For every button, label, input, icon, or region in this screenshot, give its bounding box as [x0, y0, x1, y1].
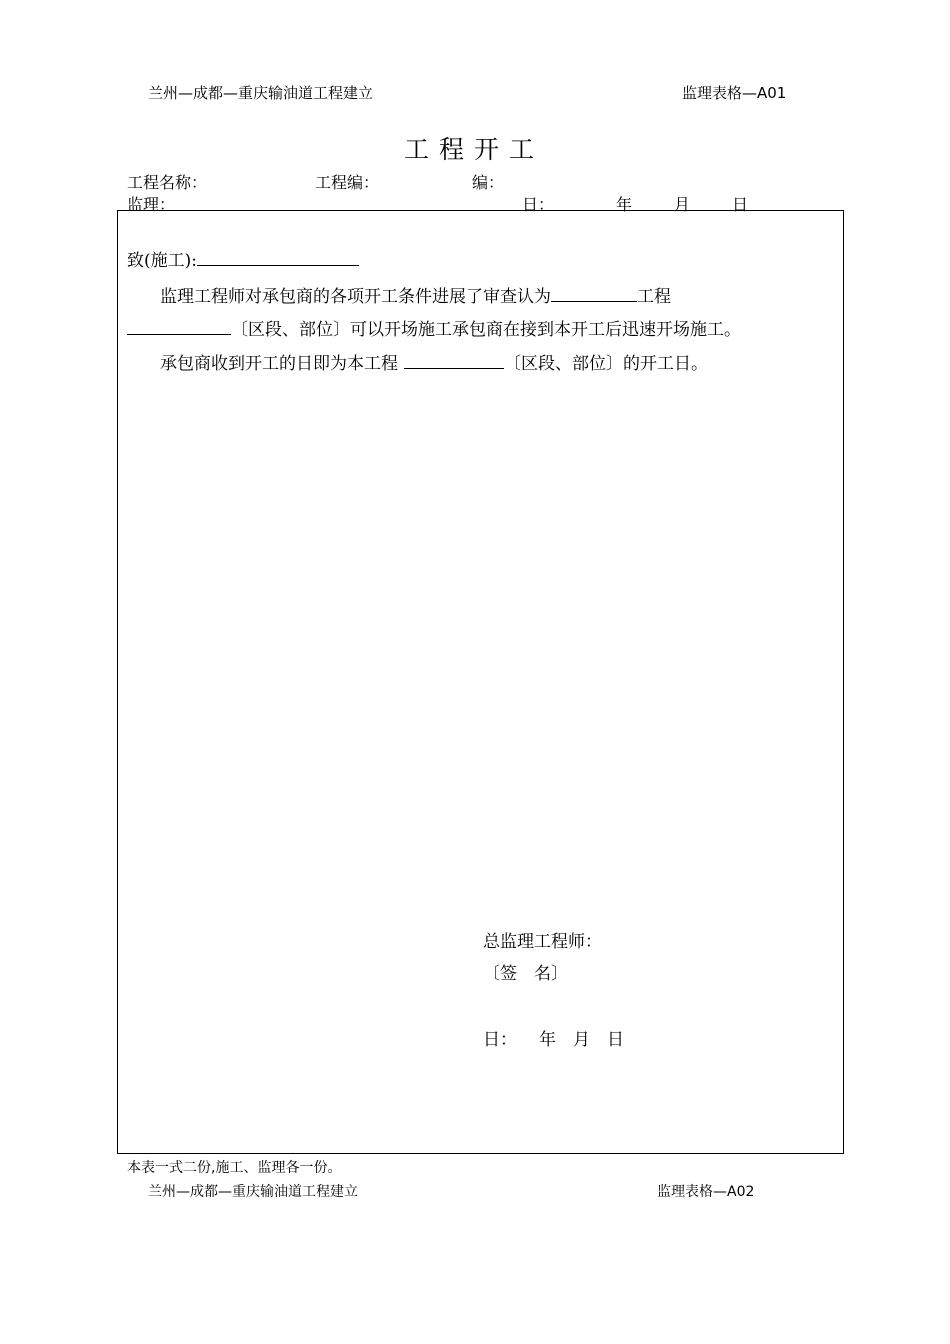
section-blank-1[interactable] — [127, 319, 231, 335]
addressee-blank[interactable] — [197, 250, 359, 266]
project-code-label: 工程编： — [315, 173, 380, 192]
date-year-label: 年 — [616, 195, 633, 214]
date-day-label: 日： — [522, 195, 555, 214]
body-text-3b: 〔区段、部位〕的开工日。 — [504, 354, 708, 374]
section-blank-2[interactable] — [404, 353, 504, 369]
header-project-title: 兰州—成都—重庆输油道工程建立 — [148, 84, 374, 102]
body-line-3 — [160, 349, 708, 374]
body-line-2 — [127, 315, 741, 340]
project-name-label: 工程名称： — [127, 173, 208, 192]
body-text-1a: 监理工程师对承包商的各项开工条件进展了审查认为 — [160, 287, 551, 307]
body-line-1 — [160, 282, 671, 307]
date-month-label: 月 — [674, 195, 691, 214]
addressee-line — [127, 246, 359, 271]
signature-date-label: 日： — [483, 1030, 517, 1050]
footer-note: 本表一式二份,施工、监理各一份。 — [127, 1160, 342, 1176]
page-title: 工程开工 — [404, 135, 545, 164]
chief-engineer-label: 总监理工程师： — [483, 932, 602, 952]
date-date-label: 日 — [732, 195, 749, 214]
supervision-label: 监理： — [127, 195, 176, 214]
body-text-1b: 工程 — [637, 287, 671, 307]
addressee-label: 致(施工): — [127, 251, 197, 271]
signature-label: 〔签 名〕 — [483, 964, 568, 984]
number-label: 编： — [472, 173, 505, 192]
footer-project-title: 兰州—成都—重庆输油道工程建立 — [148, 1184, 358, 1200]
body-text-3a: 承包商收到开工的日即为本工程 — [160, 354, 398, 374]
body-text-2: 〔区段、部位〕可以开场施工承包商在接到本开工后迅速开场施工。 — [231, 320, 741, 340]
footer-form-code: 监理表格—A02 — [657, 1184, 755, 1200]
project-blank-1[interactable] — [551, 286, 637, 302]
signature-date-fields: 年 月 日 — [539, 1030, 624, 1050]
header-form-code: 监理表格—A01 — [682, 84, 787, 102]
